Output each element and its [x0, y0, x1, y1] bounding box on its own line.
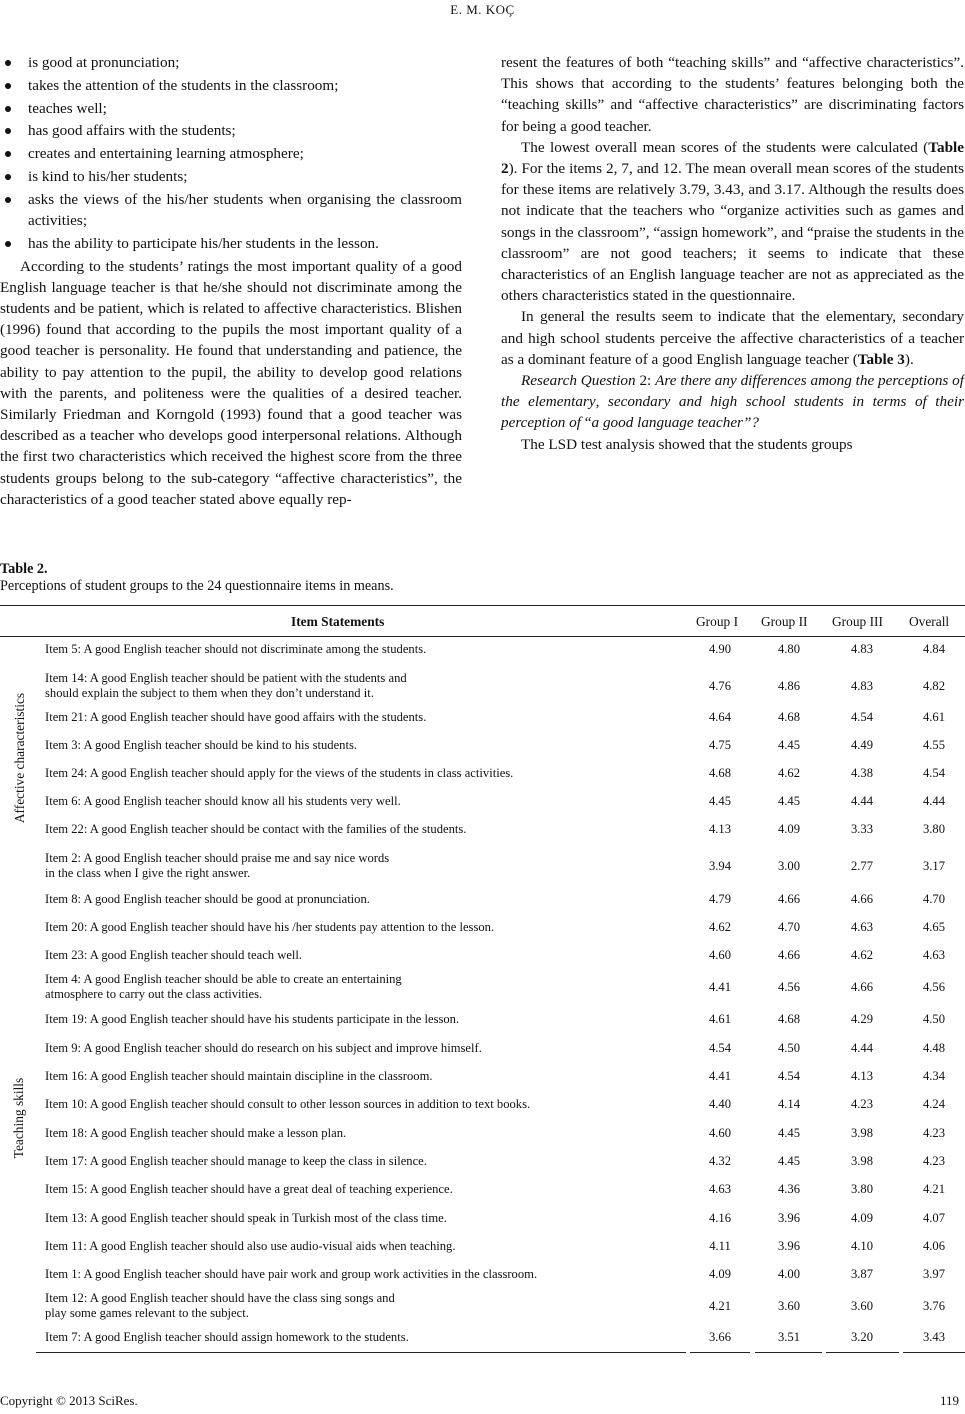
item-statement: [45, 642, 685, 657]
mean-g2: 4.68: [777, 1011, 801, 1026]
mean-g1: 4.16: [708, 1210, 732, 1225]
table-top-rule: [0, 605, 965, 606]
mean-g1: 4.60: [708, 1125, 732, 1140]
bullet-text: has good affairs with the students;: [28, 122, 236, 140]
mean-g3: 4.66: [850, 979, 874, 994]
paragraph-text: In general the results seem to indicate that the elementary, secondary and high school students perceive the affective characteristics of a teacher as a dominant feature of a good English language teacher (: [501, 308, 964, 368]
item-statement-line: Item 3: A good English teacher should be kind to his students.: [45, 737, 358, 752]
mean-ov: 4.61: [922, 709, 946, 724]
research-question: [501, 370, 964, 434]
bullet-dot-icon: [5, 128, 11, 134]
table-row: [0, 1291, 965, 1321]
mean-g1: 4.41: [708, 1068, 732, 1083]
mean-g2: 3.60: [777, 1298, 801, 1313]
bullet-text: has the ability to participate his/her students in the lesson.: [28, 234, 379, 252]
mean-g2: 4.68: [777, 709, 801, 724]
table-row: [0, 1182, 965, 1197]
mean-g1: 4.62: [708, 919, 732, 934]
table-row: [0, 1154, 965, 1169]
mean-g1: 4.79: [708, 891, 732, 906]
mean-g3: 4.10: [850, 1238, 874, 1253]
mean-g2: 4.66: [777, 891, 801, 906]
mean-g2: 4.45: [777, 1125, 801, 1140]
item-statement: [45, 710, 685, 725]
rq-quote: “: [581, 414, 592, 432]
table-row: [0, 1211, 965, 1226]
header-group-1: Group I: [696, 614, 739, 629]
body-paragraph-continued: resent the features of both “teaching skills” and “affective characteristics”. This shows that according to the students’ features belonging both the “teaching skills” and “affective characteristics” are discriminating factors for being a good teacher.: [501, 54, 964, 135]
mean-ov: 4.44: [922, 793, 946, 808]
item-statement: [45, 1069, 685, 1084]
mean-g3: 4.44: [850, 793, 874, 808]
item-statement-line: Item 1: A good English teacher should have pair work and group work activities in the classroom.: [45, 1266, 538, 1281]
item-statement-line: Item 10: A good English teacher should consult to other lesson sources in addition to text books.: [45, 1096, 531, 1111]
mean-g1: 4.68: [708, 765, 732, 780]
bullet-dot-icon: [5, 151, 11, 157]
mean-g2: 4.70: [777, 919, 801, 934]
table-bottom-rule: [36, 1352, 686, 1353]
mean-g3: 4.49: [850, 737, 874, 752]
mean-g2: 4.45: [777, 1153, 801, 1168]
item-statement-line: Item 17: A good English teacher should manage to keep the class in silence.: [45, 1153, 427, 1168]
rq-label: Research Question: [521, 372, 636, 390]
body-paragraph: [501, 306, 964, 370]
mean-g1: 4.40: [708, 1096, 732, 1111]
item-statement-line: Item 22: A good English teacher should be contact with the families of the students.: [45, 821, 467, 836]
table-bottom-rule: [755, 1352, 822, 1353]
mean-g3: 4.62: [850, 947, 874, 962]
mean-g3: 3.98: [850, 1153, 874, 1168]
item-statement: [45, 892, 685, 907]
running-head: E. M. KOÇ: [450, 2, 515, 17]
body-paragraph: [501, 137, 964, 307]
table-row: [0, 822, 965, 837]
table-row: [0, 1267, 965, 1282]
item-statement-line: Item 24: A good English teacher should apply for the views of the students in class activities.: [45, 765, 514, 780]
mean-g2: 3.96: [777, 1238, 801, 1253]
item-statement-line: Item 12: A good English teacher should have the class sing songs and: [45, 1291, 395, 1305]
right-column: [501, 52, 964, 455]
bullet-dot-icon: [5, 106, 11, 112]
bullet-item: [0, 52, 462, 73]
mean-g2: 3.96: [777, 1210, 801, 1225]
header-overall: Overall: [909, 614, 950, 629]
mean-ov: 3.80: [922, 821, 946, 836]
table-bottom-rule: [826, 1352, 899, 1353]
rq-text: secondary and high school students in terms of their perception of: [501, 393, 964, 432]
mean-g2: 4.45: [777, 793, 801, 808]
paragraph-text: ).: [904, 350, 914, 368]
item-statement-line: Item 15: A good English teacher should have a great deal of teaching experience.: [45, 1181, 453, 1196]
mean-g3: 4.38: [850, 765, 874, 780]
mean-g1: 4.76: [708, 678, 732, 693]
item-statement-line: Item 2: A good English teacher should praise me and say nice words: [45, 851, 390, 865]
item-statement: [45, 738, 685, 753]
item-statement: [45, 794, 685, 809]
bullet-dot-icon: [5, 241, 11, 247]
mean-g1: 4.60: [708, 947, 732, 962]
header-item-statements: Item Statements: [291, 614, 385, 629]
body-paragraph: The LSD test analysis showed that the students groups: [521, 435, 853, 453]
mean-g3: 4.23: [850, 1096, 874, 1111]
item-statement-line: Item 23: A good English teacher should teach well.: [45, 947, 303, 962]
table-reference[interactable]: Table 2: [501, 138, 964, 178]
mean-ov: 3.76: [922, 1298, 946, 1313]
item-statement-line: Item 16: A good English teacher should maintain discipline in the classroom.: [45, 1068, 433, 1083]
rq-number: 2:: [635, 372, 656, 390]
mean-g1: 4.41: [708, 979, 732, 994]
item-statement-line: Item 11: A good English teacher should also use audio-visual aids when teaching.: [45, 1238, 456, 1253]
mean-g2: 4.86: [777, 678, 801, 693]
left-column: [0, 52, 462, 510]
mean-ov: 4.34: [922, 1068, 946, 1083]
mean-g3: 3.87: [850, 1266, 874, 1281]
bullet-item: [0, 189, 462, 231]
mean-g1: 4.64: [708, 709, 732, 724]
mean-g3: 4.63: [850, 919, 874, 934]
body-paragraph: According to the students’ ratings the most important quality of a good English language teacher is that he/she should not discriminate among the students and be patient, which is related to affective characteristics. Blishen (1996) found that according to the pupils the most important quality of a good teacher is personality. He found that understanding and patience, the ability to pay attention to the pupil, the ability to develop good relations with the parents, and politeness were the qualities of a desired teacher. Similarly Friedman and Korngold (1993) found that a good teacher was described as a teacher who develops good interpersonal relations. Although the first two characteristics which received the highest score from the three students groups belong to the sub-category “affective characteristics”, the characteristics of a good teacher stated above equally rep-: [0, 257, 462, 508]
item-statement: [45, 851, 685, 880]
mean-g2: 4.45: [777, 737, 801, 752]
table-label: Table 2.: [0, 561, 48, 577]
table-row: [0, 1012, 965, 1027]
bullet-list: [0, 52, 462, 254]
item-statement-line: Item 8: A good English teacher should be good at pronunciation.: [45, 891, 370, 906]
table-row: [0, 851, 965, 881]
bullet-item: [0, 143, 462, 164]
mean-ov: 3.97: [922, 1266, 946, 1281]
mean-ov: 3.43: [922, 1329, 946, 1344]
table-caption-text: Perceptions of student groups to the 24 questionnaire items in means.: [0, 578, 394, 594]
group-label-affective: Affective characteristics: [12, 692, 27, 824]
item-statement-line: Item 14: A good English teacher should be patient with the students and: [45, 671, 407, 685]
bullet-text: creates and entertaining learning atmosphere;: [28, 145, 304, 163]
table-header-rule: [0, 636, 965, 637]
bullet-text: asks the views of the his/her students when organising the classroom activities;: [28, 190, 462, 229]
table-row: [0, 1126, 965, 1141]
mean-g3: 2.77: [850, 858, 874, 873]
mean-ov: 4.65: [922, 919, 946, 934]
mean-g2: 3.51: [777, 1329, 801, 1344]
item-statement-line: Item 5: A good English teacher should not discriminate among the students.: [45, 641, 427, 656]
item-statement-line: Item 7: A good English teacher should assign homework to the students.: [45, 1329, 409, 1344]
mean-ov: 4.55: [922, 737, 946, 752]
mean-ov: 4.56: [922, 979, 946, 994]
table-bottom-rule: [690, 1352, 750, 1353]
item-statement-line: Item 9: A good English teacher should do research on his subject and improve himself.: [45, 1040, 482, 1055]
bullet-dot-icon: [5, 83, 11, 89]
table-row: [0, 671, 965, 701]
mean-g1: 4.63: [708, 1181, 732, 1196]
item-statement-line: Item 21: A good English teacher should have good affairs with the students.: [45, 709, 427, 724]
item-statement: [45, 1239, 685, 1254]
mean-g2: 4.66: [777, 947, 801, 962]
item-statement-line: Item 18: A good English teacher should make a lesson plan.: [45, 1125, 347, 1140]
header-group-3: Group III: [832, 614, 883, 629]
item-statement: [45, 1211, 685, 1226]
mean-g3: 4.29: [850, 1011, 874, 1026]
mean-ov: 4.21: [922, 1181, 946, 1196]
mean-ov: 4.84: [922, 641, 946, 656]
item-statement-line: atmosphere to carry out the class activities.: [45, 986, 263, 1001]
mean-ov: 4.23: [922, 1125, 946, 1140]
page-number: 119: [940, 1393, 960, 1408]
bullet-item: [0, 120, 462, 141]
mean-g1: 4.09: [708, 1266, 732, 1281]
item-statement: [45, 1126, 685, 1141]
mean-g2: 4.62: [777, 765, 801, 780]
mean-g3: 3.80: [850, 1181, 874, 1196]
mean-ov: 4.70: [922, 891, 946, 906]
mean-g1: 3.94: [708, 858, 732, 873]
item-statement: [45, 1097, 685, 1112]
mean-ov: 4.50: [922, 1011, 946, 1026]
mean-g3: 3.20: [850, 1329, 874, 1344]
mean-ov: 4.24: [922, 1096, 946, 1111]
bullet-dot-icon: [5, 174, 11, 180]
table-bottom-rule: [903, 1352, 965, 1353]
mean-g1: 4.13: [708, 821, 732, 836]
mean-g3: 4.83: [850, 678, 874, 693]
item-statement-line: Item 4: A good English teacher should be able to create an entertaining: [45, 972, 402, 986]
mean-ov: 4.23: [922, 1153, 946, 1168]
mean-ov: 4.07: [922, 1210, 946, 1225]
mean-g2: 4.50: [777, 1040, 801, 1055]
mean-ov: 4.54: [922, 765, 946, 780]
rq-text: Are there any differences among the perceptions of the elementary: [501, 372, 964, 411]
item-statement-line: Item 6: A good English teacher should know all his students very well.: [45, 793, 401, 808]
item-statement-line: should explain the subject to them when they don’t understand it.: [45, 685, 374, 700]
item-statement: [45, 1041, 685, 1056]
mean-g1: 4.32: [708, 1153, 732, 1168]
mean-g2: 4.80: [777, 641, 801, 656]
table-row: [0, 1330, 965, 1345]
mean-g3: 3.60: [850, 1298, 874, 1313]
mean-g3: 4.09: [850, 1210, 874, 1225]
paragraph-text: ). For the items 2, 7, and 12. The mean overall mean scores of the students for these items are relatively 3.79, 3.43, and 3.17. Although the results does not indicate that the teachers who “organize activities such as games and songs in the classroom”, “assign homework”, and “praise the students in the classroom” are not good teachers; it seems to indicate that these characteristics of an English language teacher are not as appreciated as the others characteristics stated in the questionnaire.: [501, 160, 964, 305]
mean-g2: 4.14: [777, 1096, 801, 1111]
item-statement: [45, 1330, 685, 1345]
mean-ov: 4.63: [922, 947, 946, 962]
mean-g3: 3.33: [850, 821, 874, 836]
item-statement-line: Item 13: A good English teacher should speak in Turkish most of the class time.: [45, 1210, 447, 1225]
mean-g1: 4.54: [708, 1040, 732, 1055]
item-statement: [45, 1291, 685, 1320]
table-row: [0, 794, 965, 809]
item-statement: [45, 948, 685, 963]
mean-g1: 4.75: [708, 737, 732, 752]
mean-g1: 3.66: [708, 1329, 732, 1344]
mean-g2: 4.54: [777, 1068, 801, 1083]
bullet-item: [0, 75, 462, 96]
table-row: [0, 1097, 965, 1112]
mean-g1: 4.61: [708, 1011, 732, 1026]
table-row: [0, 710, 965, 725]
mean-g3: 4.83: [850, 641, 874, 656]
item-statement: [45, 671, 685, 700]
copyright: Copyright © 2013 SciRes.: [0, 1393, 138, 1408]
mean-ov: 4.06: [922, 1238, 946, 1253]
table-reference[interactable]: Table 3: [857, 350, 905, 368]
rq-comma: ,: [595, 393, 608, 411]
item-statement: [45, 766, 685, 781]
table-row: [0, 738, 965, 753]
mean-g3: 4.44: [850, 1040, 874, 1055]
bullet-item: [0, 166, 462, 187]
mean-g3: 4.54: [850, 709, 874, 724]
item-statement: [45, 920, 685, 935]
bullet-item: [0, 233, 462, 254]
bullet-text: is kind to his/her students;: [28, 167, 188, 185]
item-statement-line: play some games relevant to the subject.: [45, 1305, 249, 1320]
table-row: [0, 1041, 965, 1056]
mean-g1: 4.45: [708, 793, 732, 808]
table-row: [0, 920, 965, 935]
bullet-item: [0, 98, 462, 119]
table-caption: [0, 561, 394, 595]
bullet-text: is good at pronunciation;: [28, 54, 180, 71]
mean-g2: 4.56: [777, 979, 801, 994]
mean-g2: 3.00: [777, 858, 801, 873]
item-statement-line: Item 19: A good English teacher should have his students participate in the lesson.: [45, 1011, 460, 1026]
mean-ov: 3.17: [922, 858, 946, 873]
header-group-2: Group II: [761, 614, 808, 629]
table-row: [0, 766, 965, 781]
bullet-text: takes the attention of the students in the classroom;: [28, 76, 339, 94]
mean-g2: 4.09: [777, 821, 801, 836]
item-statement-line: in the class when I give the right answer.: [45, 865, 251, 880]
mean-ov: 4.82: [922, 678, 946, 693]
item-statement: [45, 1267, 685, 1282]
item-statement: [45, 822, 685, 837]
bullet-dot-icon: [5, 197, 11, 203]
group-label-teaching: Teaching skills: [11, 1077, 26, 1159]
table-row: [0, 972, 965, 1002]
mean-g3: 3.98: [850, 1125, 874, 1140]
item-statement: [45, 1182, 685, 1197]
paragraph-text: The lowest overall mean scores of the students were calculated (: [521, 138, 929, 156]
table-row: [0, 948, 965, 963]
mean-g1: 4.90: [708, 641, 732, 656]
table-row: [0, 1069, 965, 1084]
mean-g3: 4.66: [850, 891, 874, 906]
table-row: [0, 642, 965, 657]
mean-g2: 4.00: [777, 1266, 801, 1281]
rq-end: ”?: [742, 414, 760, 432]
bullet-text: teaches well;: [28, 99, 107, 117]
item-statement: [45, 1012, 685, 1027]
table-row: [0, 892, 965, 907]
item-statement-line: Item 20: A good English teacher should have his /her students pay attention to the lesson.: [45, 919, 495, 934]
mean-ov: 4.48: [922, 1040, 946, 1055]
mean-g1: 4.11: [709, 1238, 731, 1253]
mean-g1: 4.21: [708, 1298, 732, 1313]
rq-text: a good language teacher: [591, 414, 743, 432]
item-statement: [45, 1154, 685, 1169]
table-row: [0, 1239, 965, 1254]
bullet-dot-icon: [5, 60, 11, 66]
mean-g3: 4.13: [850, 1068, 874, 1083]
item-statement: [45, 972, 685, 1001]
mean-g2: 4.36: [777, 1181, 801, 1196]
